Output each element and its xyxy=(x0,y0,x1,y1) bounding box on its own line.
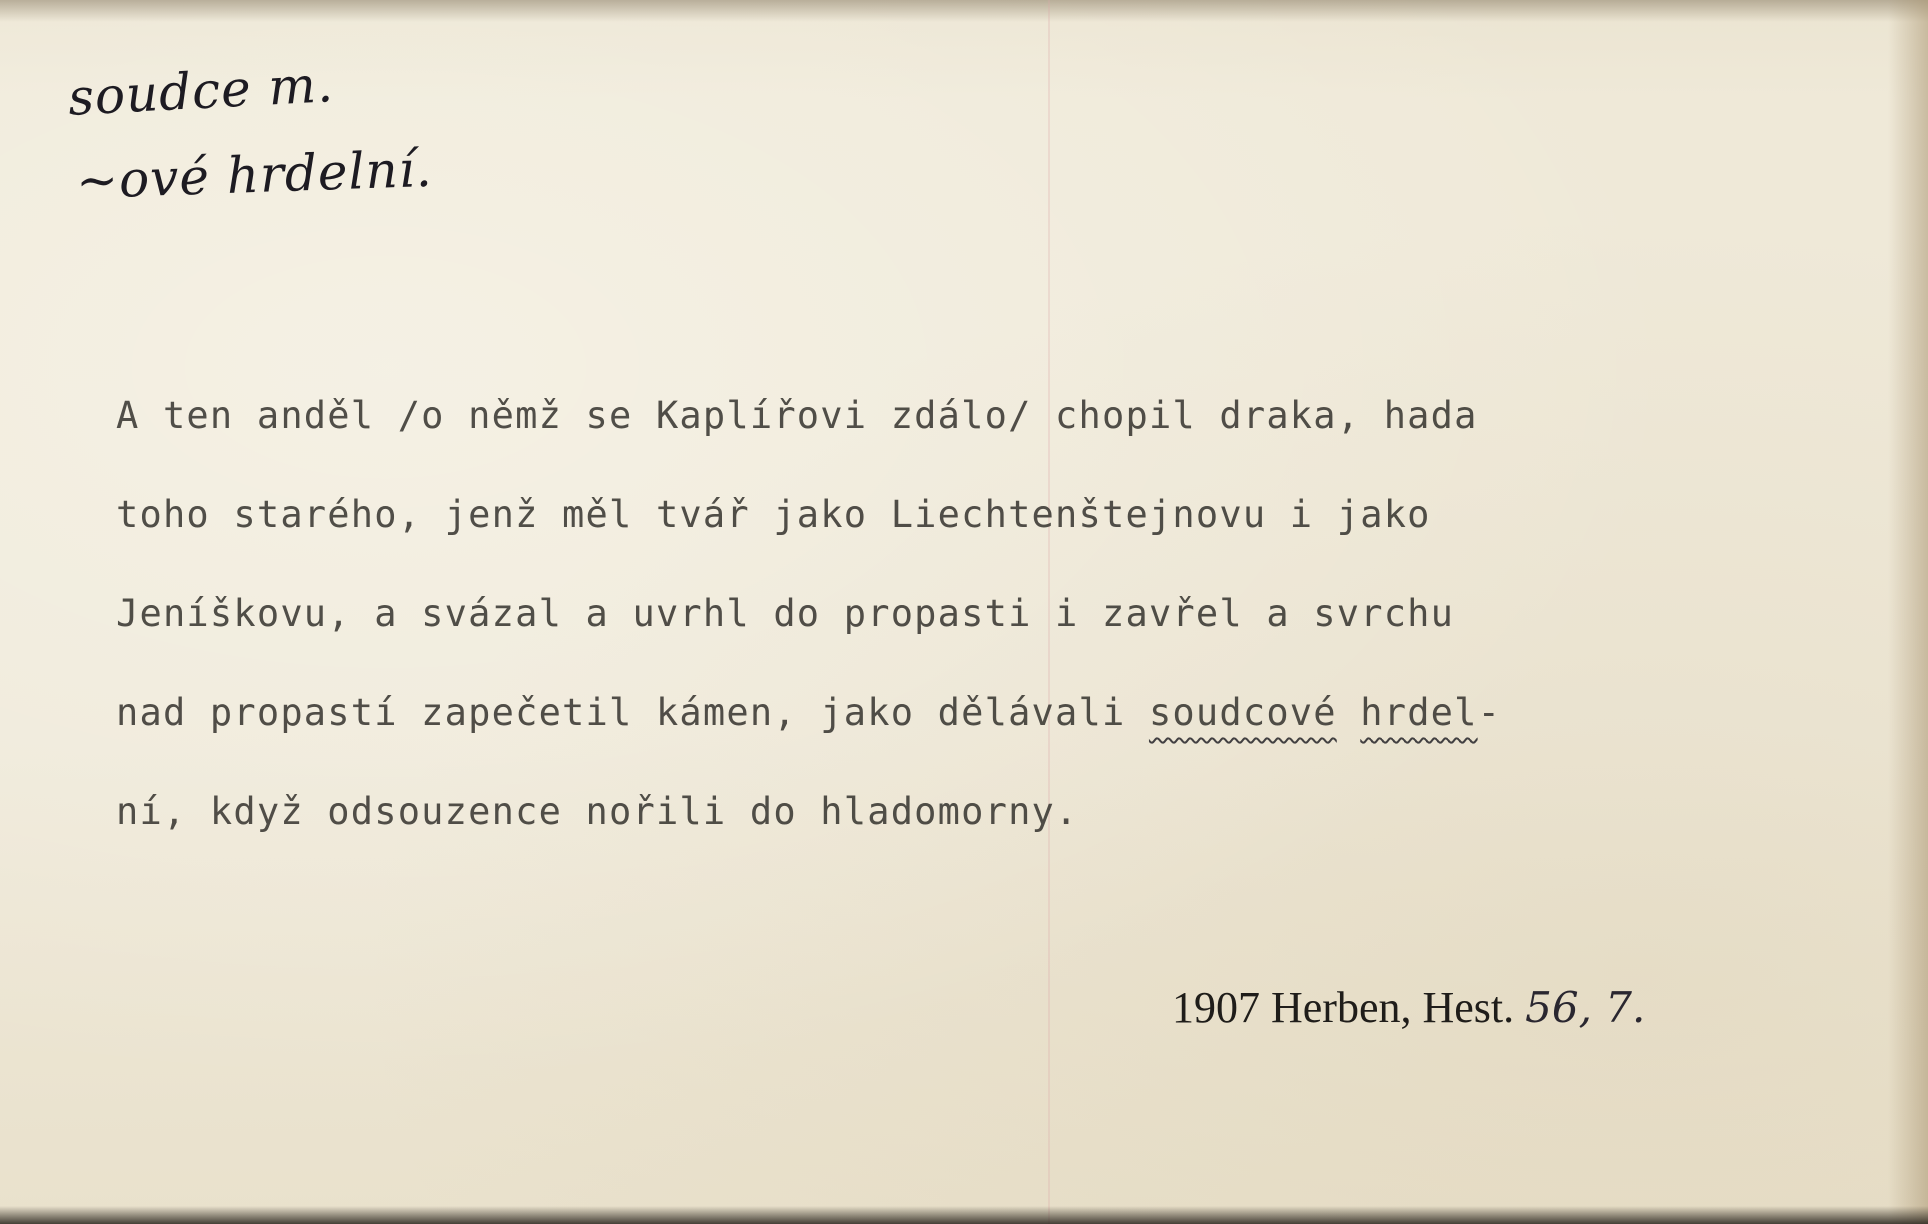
citation-line-2: toho starého, jenž měl tvář jako Liechtenštejnovu i jako xyxy=(116,493,1431,536)
citation-line-4-hyphen: - xyxy=(1477,691,1502,734)
handwritten-headword: soudce m. xyxy=(66,55,336,127)
scan-right-edge xyxy=(1888,0,1928,1224)
handwritten-derivative: ~ové hrdelní. xyxy=(75,139,434,211)
citation-line-3: Jeníškovu, a svázal a uvrhl do propasti i zavřel a svrchu xyxy=(116,592,1455,635)
citation-line-4-start: nad propastí zapečetil kámen, jako dělávali xyxy=(116,691,1149,734)
source-printed: 1907 Herben, Hest. xyxy=(1172,983,1515,1032)
scan-bottom-edge xyxy=(0,1206,1928,1224)
citation-line-1: A ten anděl /o němž se Kaplířovi zdálo/ chopil draka, hada xyxy=(116,394,1478,437)
source-handwritten-page: 56, 7. xyxy=(1525,983,1646,1032)
typed-citation xyxy=(116,386,1501,881)
scan-top-shadow xyxy=(0,0,1928,22)
citation-line-4-space xyxy=(1337,691,1360,734)
underlined-derivative: hrdel xyxy=(1360,691,1478,734)
citation-line-4 xyxy=(116,683,1501,782)
source-reference xyxy=(1172,982,1645,1033)
citation-line-5: ní, když odsouzence nořili do hladomorny. xyxy=(116,790,1079,833)
underlined-headword: soudcové xyxy=(1148,691,1337,734)
